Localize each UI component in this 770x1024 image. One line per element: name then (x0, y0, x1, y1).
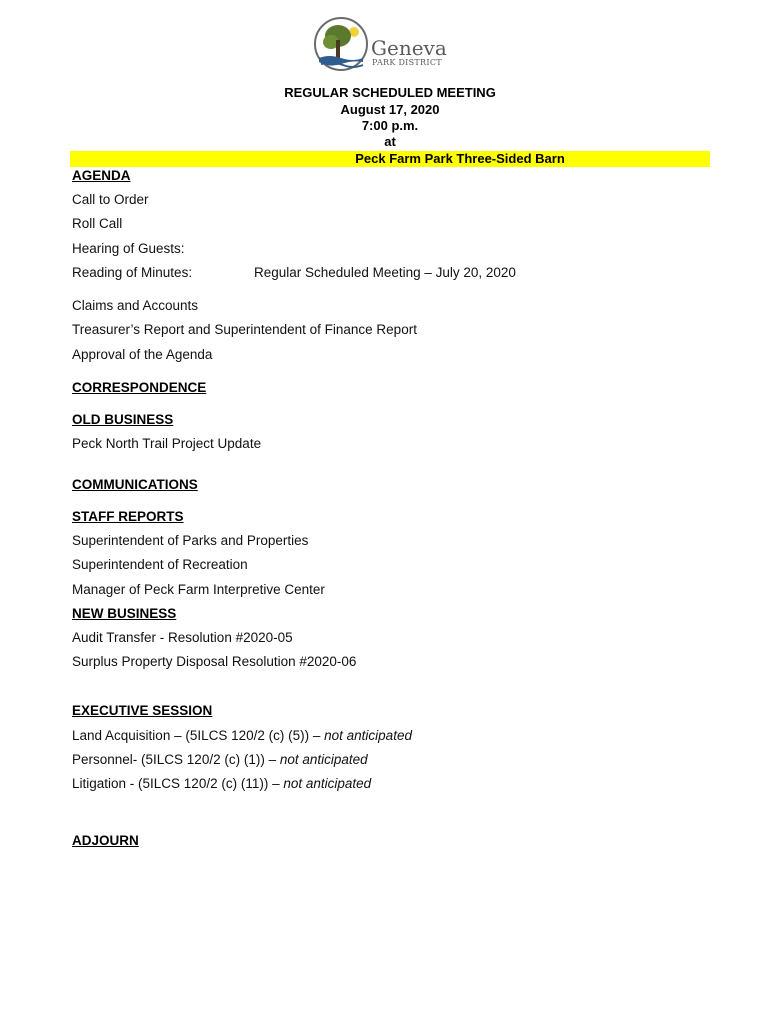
meeting-location: Peck Farm Park Three-Sided Barn (355, 151, 565, 166)
staff-report-item: Superintendent of Parks and Properties (72, 533, 309, 548)
executive-item (72, 752, 368, 767)
new-business-item: Audit Transfer - Resolution #2020-05 (72, 630, 293, 645)
agenda-minutes-value: Regular Scheduled Meeting – July 20, 2020 (254, 265, 516, 280)
agenda-heading: AGENDA (72, 168, 131, 183)
location-highlight (70, 151, 710, 167)
correspondence-heading: CORRESPONDENCE (72, 380, 207, 395)
staff-reports-heading: STAFF REPORTS (72, 509, 184, 524)
new-business-item: Surplus Property Disposal Resolution #2020-06 (72, 654, 357, 669)
executive-item-note: not anticipated (324, 728, 412, 743)
staff-report-item: Manager of Peck Farm Interpretive Center (72, 582, 325, 597)
agenda-claims: Claims and Accounts (72, 298, 199, 313)
staff-report-item: Superintendent of Recreation (72, 557, 248, 572)
adjourn-heading: ADJOURN (72, 833, 139, 848)
tree-logo-icon (313, 14, 369, 74)
executive-session-heading: EXECUTIVE SESSION (72, 703, 213, 718)
meeting-date: August 17, 2020 (340, 102, 440, 117)
executive-item-text: Land Acquisition – (5ILCS 120/2 (c) (5)) – (72, 728, 325, 743)
agenda-reading-of-minutes: Reading of Minutes: (72, 265, 193, 280)
executive-item-note: not anticipated (279, 752, 368, 767)
agenda-hearing-of-guests: Hearing of Guests: (72, 241, 185, 256)
agenda-call-to-order: Call to Order (72, 192, 149, 207)
agenda-treasurer-report: Treasurer’s Report and Superintendent of Finance Report (72, 322, 417, 337)
logo-wordmark: Geneva (371, 36, 447, 60)
logo-subtitle: PARK DISTRICT (372, 58, 442, 67)
executive-item-text: Litigation - (5ILCS 120/2 (c) (11)) – (72, 776, 284, 791)
executive-item-text: Personnel- (5ILCS 120/2 (c) (1)) – (72, 752, 280, 767)
communications-heading: COMMUNICATIONS (72, 477, 198, 492)
old-business-item: Peck North Trail Project Update (72, 436, 262, 451)
executive-item (72, 776, 371, 791)
executive-item (72, 728, 412, 743)
meeting-title: REGULAR SCHEDULED MEETING (284, 85, 496, 100)
agenda-approval: Approval of the Agenda (72, 347, 213, 362)
agenda-roll-call: Roll Call (72, 216, 123, 231)
geneva-park-district-logo (313, 14, 447, 76)
old-business-heading: OLD BUSINESS (72, 412, 174, 427)
new-business-heading: NEW BUSINESS (72, 606, 177, 621)
executive-item-note: not anticipated (283, 776, 372, 791)
meeting-at: at (384, 134, 396, 149)
meeting-time: 7:00 p.m. (361, 118, 419, 133)
